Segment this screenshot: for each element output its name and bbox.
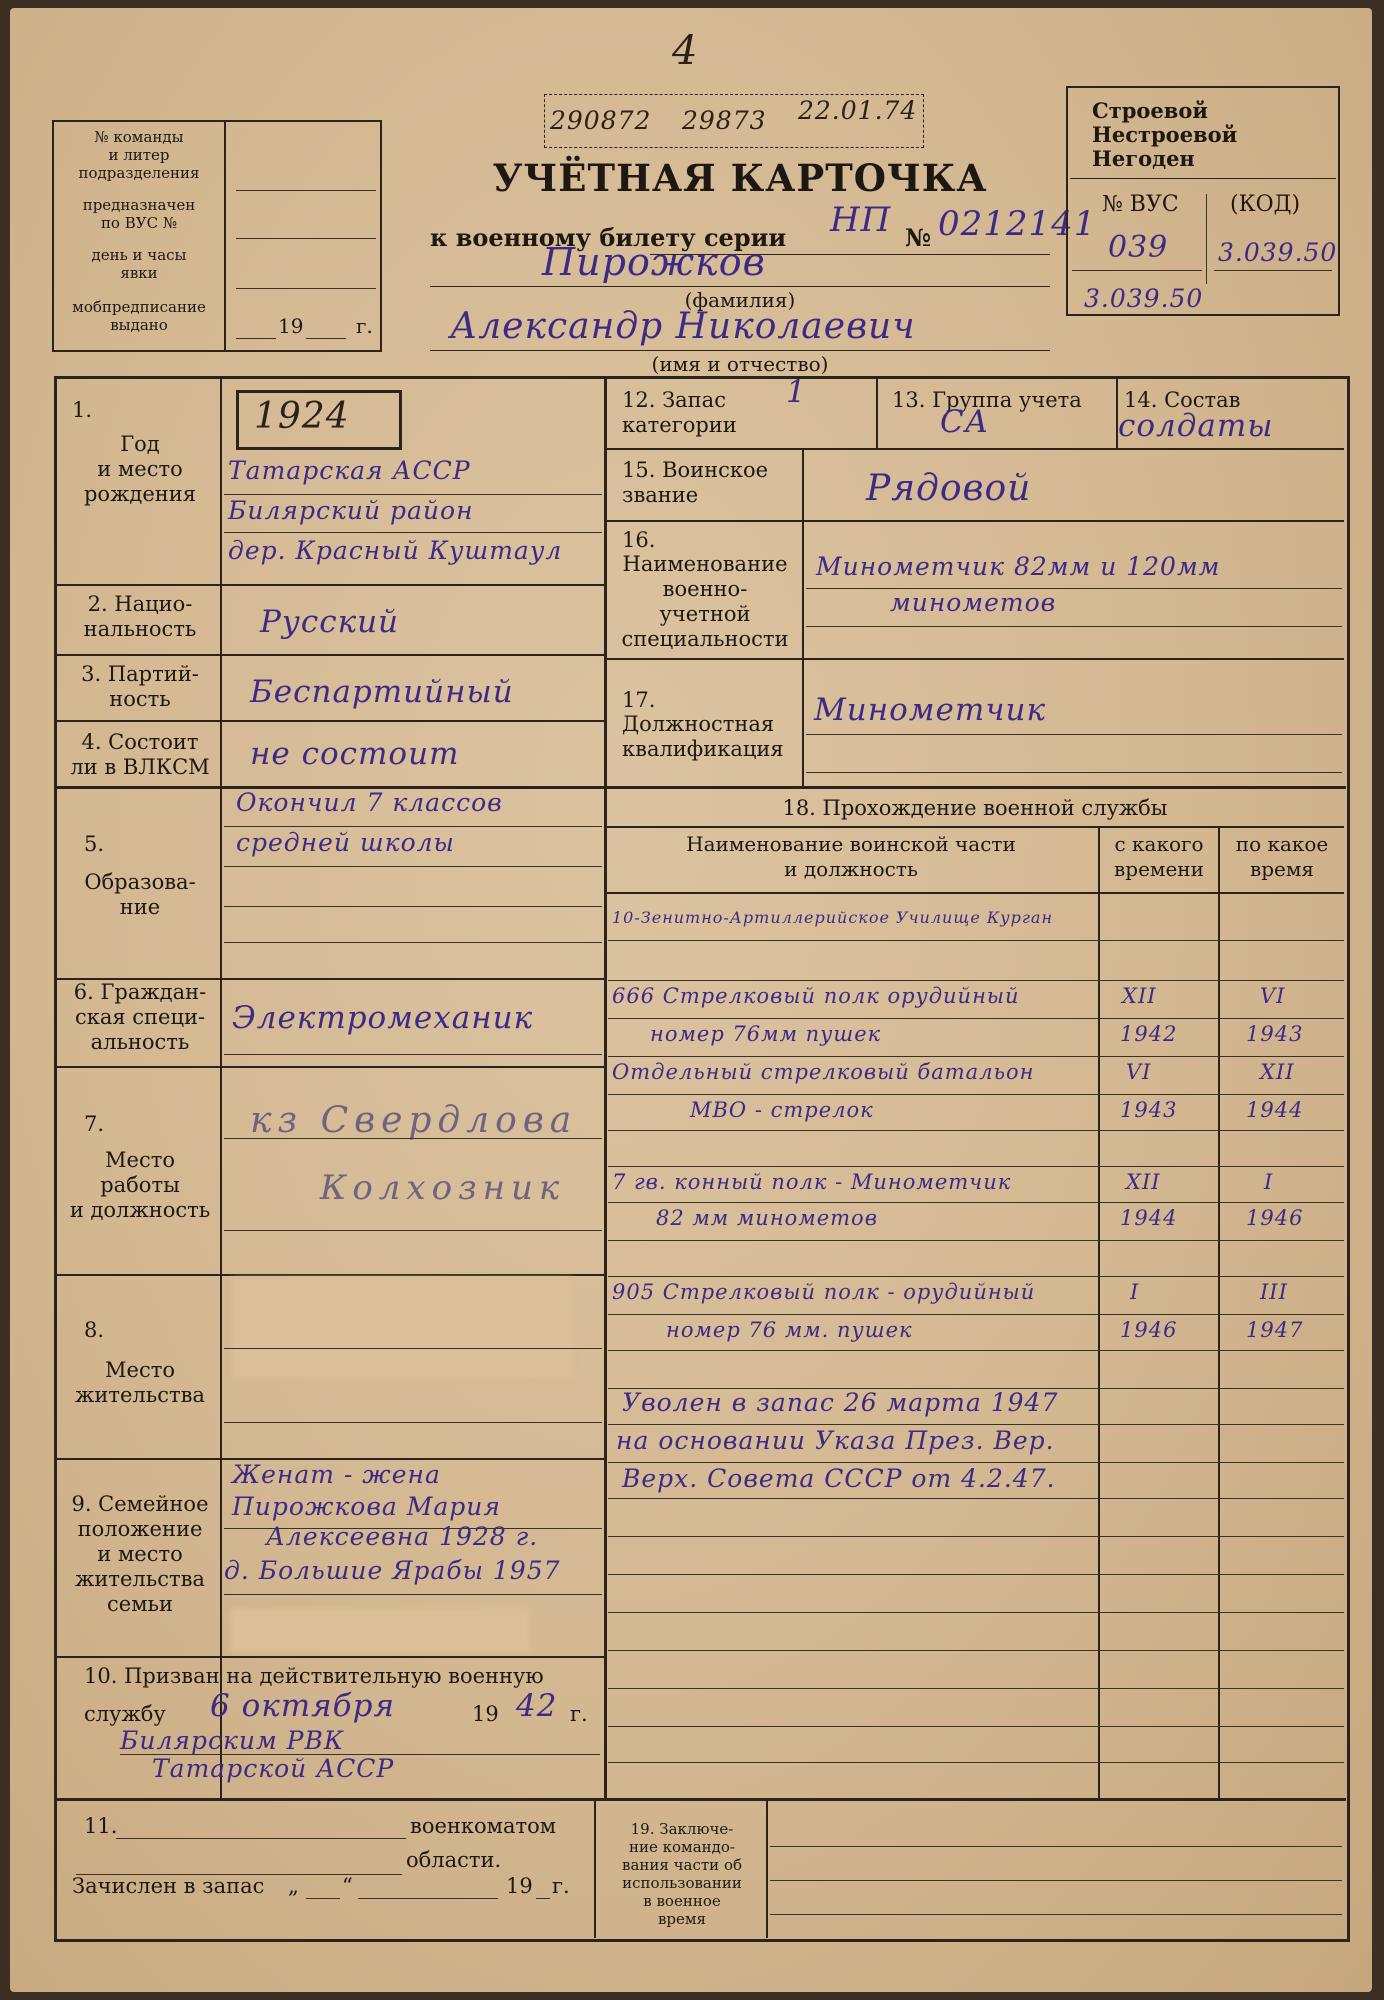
service-row-2-unit: 666 Стрелковый полк орудийный (612, 984, 1020, 1008)
family-value-4: д. Большие Ярабы 1957 (224, 1556, 561, 1585)
surname-value: Пирожков (542, 240, 766, 284)
field-13-label: 13. Группа учета (892, 388, 1082, 412)
service-row-4-from-month: XII (1126, 1170, 1161, 1194)
vus-assign-label: предназначен по ВУС № (82, 196, 196, 232)
field-15-label: 15. Воинское звание (622, 458, 769, 507)
military-rank: Рядовой (866, 468, 1032, 509)
conscription-date: 6 октября (210, 1688, 395, 1724)
conscription-rvk: Билярским РВК (120, 1726, 345, 1755)
mob-label: мобпредписание выдано (72, 298, 206, 334)
conscription-assr: Татарской АССР (152, 1754, 395, 1783)
reserve-19: 19 (506, 1874, 533, 1898)
service-row-2-to-year: 1943 (1246, 1022, 1304, 1046)
service-row-4-unit: 7 гв. конный полк - Минометчик (612, 1170, 1012, 1194)
kod-value: 3.039.50 (1218, 238, 1338, 267)
workplace-value-2: Колхозник (320, 1168, 566, 1208)
field-19-label: 19. Заключе- ние командо- вания части об использовании в военное время (622, 1820, 742, 1928)
field-10-service: службу (84, 1702, 166, 1726)
field-16-num: 16. (622, 528, 656, 552)
oblast-label: области. (406, 1848, 502, 1872)
vus-header: № ВУС (1102, 192, 1179, 217)
family-value-1: Женат - жена (232, 1460, 441, 1489)
service-row-4-from-year: 1944 (1120, 1206, 1178, 1230)
field-10-label: 10. Призван на действительную военную (84, 1664, 544, 1688)
composition-value: солдаты (1118, 408, 1274, 444)
redacted-family (230, 1608, 530, 1652)
service-row-2-unit-2: номер 76мм пушек (650, 1022, 882, 1046)
card-title: УЧЁТНАЯ КАРТОЧКА (492, 156, 988, 200)
field-7-label: Место работы и должность (69, 1148, 211, 1222)
service-row-5-unit-2: номер 76 мм. пушек (666, 1318, 913, 1342)
service-row-1-unit: 10-Зенитно-Артиллерийское Училище Курган (612, 908, 1053, 927)
service-row-4-unit-2: 82 мм минометов (656, 1206, 878, 1230)
position-value: Минометчик (814, 692, 1046, 728)
service-row-2-from-year: 1942 (1120, 1022, 1178, 1046)
card-subtitle: к военному билету серии (430, 223, 787, 252)
field-17-label: Должностная квалификация (622, 712, 784, 761)
service-row-3-from-year: 1943 (1120, 1098, 1178, 1122)
reserve-quote-open: „ (288, 1874, 299, 1898)
service-row-3-from-month: VI (1126, 1060, 1152, 1084)
nationality-value: Русский (260, 604, 400, 640)
report-time-label: день и часы явки (91, 246, 187, 282)
service-row-3-to-year: 1944 (1246, 1098, 1304, 1122)
field-12-label: 12. Запас категории (622, 388, 737, 437)
service-row-5-to-year: 1947 (1246, 1318, 1304, 1342)
noncombat-label: Нестроевой (1092, 122, 1238, 147)
service-col-to: по какое время (1235, 832, 1329, 881)
stamp-number-1: 290872 (550, 106, 652, 135)
birth-place-2: Билярский район (228, 496, 474, 525)
vus-value: 039 (1108, 230, 1169, 265)
service-row-5-from-month: I (1130, 1280, 1140, 1304)
vlksm-value: не состоит (250, 736, 460, 772)
field-8-label: Место жительства (75, 1358, 205, 1407)
ticket-number: 0212141 (938, 204, 1097, 244)
discharge-line-3: Верх. Совета СССР от 4.2.47. (622, 1464, 1056, 1493)
field-11-num: 11. (84, 1814, 118, 1838)
specialty-value-2: минометов (890, 588, 1057, 617)
mob-g: г. (356, 314, 373, 338)
discharge-line-1: Уволен в запас 26 марта 1947 (622, 1388, 1059, 1417)
reserve-g: г. (552, 1874, 570, 1898)
service-col-unit: Наименование воинской части и должность (686, 832, 1016, 881)
kod-header: (КОД) (1230, 192, 1301, 217)
field-6-label: 6. Граждан- ская специ- альность (73, 980, 207, 1054)
team-label: № команды и литер подразделения (78, 128, 200, 182)
field-1-label: Год и место рождения (83, 432, 196, 506)
name-caption: (имя и отчество) (651, 352, 829, 376)
field-8-num: 8. (84, 1318, 105, 1342)
field-18-title: 18. Прохождение военной службы (782, 796, 1168, 820)
mob-year: 19 (278, 314, 304, 338)
reserve-label: Зачислен в запас (72, 1874, 265, 1898)
vus-value-2: 3.039.50 (1084, 284, 1204, 313)
registration-group: СА (940, 404, 990, 440)
civil-specialty-value: Электромеханик (232, 1000, 534, 1036)
service-row-2-to-month: VI (1260, 984, 1286, 1008)
field-16-label: Наименование военно- учетной специальности (621, 552, 789, 651)
family-value-3: Алексеевна 1928 г. (266, 1522, 539, 1551)
stamp-number-3: 22.01.74 (798, 96, 918, 125)
service-row-2-from-month: XII (1122, 984, 1157, 1008)
field-5-label: Образова- ние (84, 870, 196, 919)
education-value-2: средней школы (236, 828, 455, 857)
party-value: Беспартийный (250, 674, 514, 710)
conscription-g: г. (570, 1702, 588, 1726)
service-row-4-to-month: I (1264, 1170, 1274, 1194)
surname-caption: (фамилия) (684, 288, 796, 312)
top-number: 4 (672, 28, 699, 74)
birth-place-1: Татарская АССР (228, 456, 471, 485)
specialty-value-1: Минометчик 82мм и 120мм (816, 552, 1221, 581)
number-sign: № (905, 223, 932, 252)
family-value-2: Пирожкова Мария (232, 1492, 501, 1521)
reserve-quote-close: “ (342, 1874, 353, 1898)
service-row-3-unit: Отдельный стрелковый батальон (612, 1060, 1035, 1084)
workplace-value-1: кз Свердлова (250, 1100, 578, 1141)
conscription-19: 19 (472, 1702, 499, 1726)
discharge-line-2: на основании Указа През. Вер. (616, 1426, 1055, 1455)
service-row-3-to-month: XII (1260, 1060, 1295, 1084)
field-1-num: 1. (72, 398, 93, 422)
field-17-num: 17. (622, 688, 656, 712)
name-value: Александр Николаевич (450, 306, 916, 347)
birth-year: 1924 (254, 396, 350, 437)
stamp-number-2: 29873 (682, 106, 767, 135)
service-col-from: с какого времени (1114, 832, 1204, 881)
service-row-3-unit-2: МВО - стрелок (690, 1098, 874, 1122)
combat-fit-label: Строевой (1092, 98, 1208, 123)
series-value: НП (830, 200, 892, 240)
service-row-5-unit: 905 Стрелковый полк - орудийный (612, 1280, 1036, 1304)
reserve-category: 1 (786, 374, 807, 410)
field-14-label: 14. Состав (1124, 388, 1241, 412)
registration-card (10, 8, 1372, 1992)
field-5-num: 5. (84, 832, 105, 856)
service-row-5-from-year: 1946 (1120, 1318, 1178, 1342)
redacted-address (232, 1278, 572, 1378)
field-4-label: 4. Состоит ли в ВЛКСМ (70, 730, 210, 779)
birth-place-3: дер. Красный Куштаул (228, 536, 563, 565)
service-row-5-to-month: III (1260, 1280, 1288, 1304)
field-2-label: 2. Нацио- нальность (83, 592, 197, 641)
voenkomat-label: военкоматом (410, 1814, 557, 1838)
field-7-num: 7. (84, 1112, 105, 1136)
field-9-label: 9. Семейное положение и место жительства семьи (71, 1492, 209, 1616)
field-3-label: 3. Партий- ность (81, 662, 199, 711)
service-row-4-to-year: 1946 (1246, 1206, 1304, 1230)
unfit-label: Негоден (1092, 146, 1195, 171)
education-value-1: Окончил 7 классов (236, 788, 503, 817)
conscription-year: 42 (516, 1688, 558, 1724)
